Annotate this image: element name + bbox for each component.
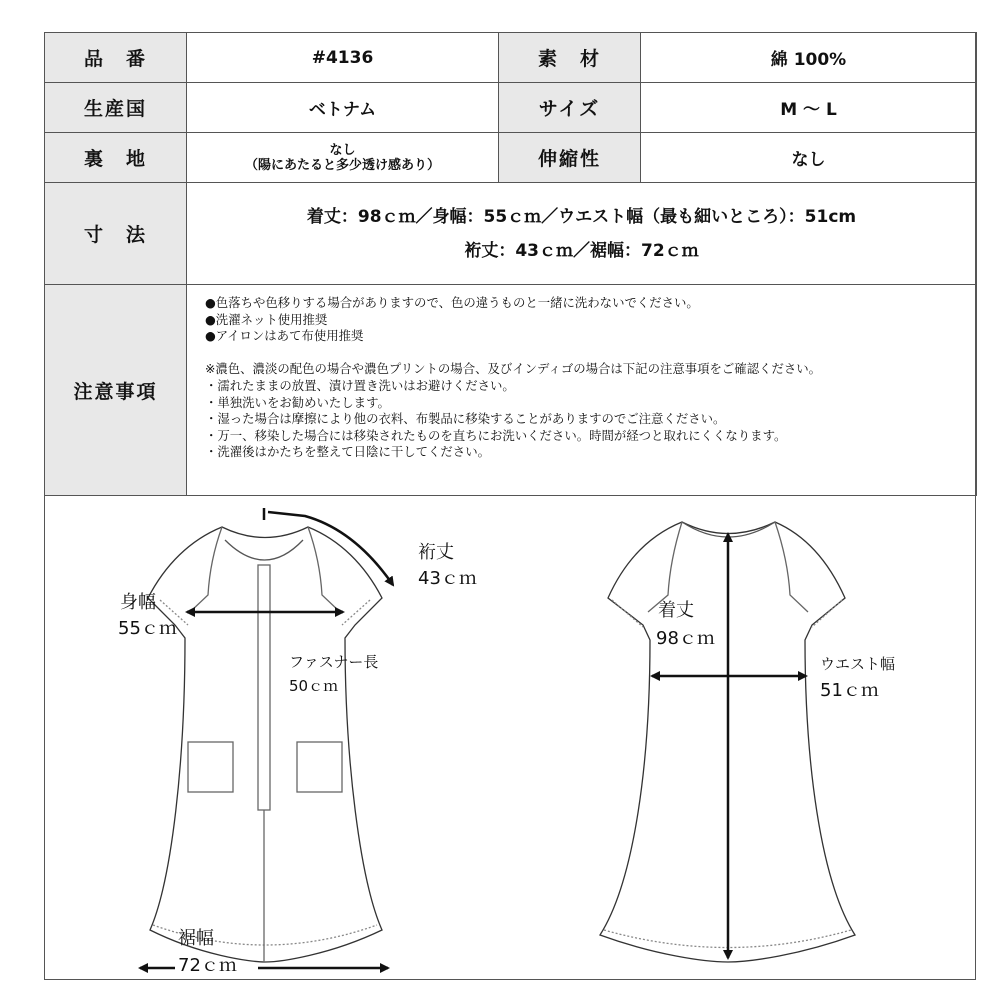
note-top-3: ●アイロンはあて布使用推奨: [205, 328, 364, 344]
notes-label: 注意事項: [45, 285, 187, 496]
waist-width-value: 51ｃｍ: [820, 680, 879, 701]
lining-value-line1: なし: [329, 142, 356, 158]
zipper-length-value: 50ｃｍ: [289, 677, 339, 695]
chest-width-label: 身幅: [120, 592, 156, 613]
hem-width-label: 裾幅: [178, 928, 214, 949]
note-top-1: ●色落ちや色移りする場合がありますので、色の違うものと一緒に洗わないでください。: [205, 295, 699, 310]
size-value: M ～ L: [641, 83, 977, 133]
hem-width-value: 72ｃｍ: [178, 955, 237, 976]
length-label: 着丈: [658, 600, 694, 621]
note-bottom-6: ・洗濯後はかたちを整えて日陰に干してください。: [205, 444, 490, 460]
lining-label: 裏 地: [45, 133, 187, 183]
spec-table: [44, 32, 977, 496]
dimensions-label: 寸 法: [45, 183, 187, 285]
note-bottom-5: ・万一、移染した場合には移染されたものを直ちにお洗いください。時間が経つと取れにくくなります。: [205, 427, 787, 443]
lining-value: [187, 133, 499, 183]
notes-content: [187, 285, 977, 496]
waist-width-label: ウエスト幅: [820, 655, 896, 673]
material-label: 素 材: [499, 33, 641, 83]
sleeve-length-label: 裄丈: [418, 542, 454, 563]
note-bottom-2: ・濡れたままの放置、漬け置き洗いはお避けください。: [205, 377, 515, 393]
origin-label: 生産国: [45, 83, 187, 133]
dimensions-line2: 裄丈：43ｃｍ／裾幅：72ｃｍ: [464, 240, 699, 261]
size-label: サイズ: [499, 83, 641, 133]
row-lining-stretch: [45, 133, 977, 183]
dimensions-value: [187, 183, 977, 285]
row-product-material: [45, 33, 977, 83]
stretch-label: 伸縮性: [499, 133, 641, 183]
row-origin-size: [45, 83, 977, 133]
zipper-length-label: ファスナー長: [289, 653, 379, 671]
note-bottom-4: ・湿った場合は摩擦により他の衣料、布製品に移染することがありますのでご注意ください。: [205, 411, 726, 427]
note-top-2: ●洗濯ネット使用推奨: [205, 311, 328, 327]
length-value: 98ｃｍ: [656, 628, 715, 649]
chest-width-value: 55ｃｍ: [118, 618, 177, 639]
front-dress-outline: [148, 527, 382, 962]
garment-diagram: [45, 494, 975, 978]
note-bottom-1: ※濃色、濃淡の配色の場合や濃色プリントの場合、及びインディゴの場合は下記の注意事項をご確認ください。: [205, 361, 822, 377]
note-bottom-3: ・単独洗いをお勧めいたします。: [205, 394, 390, 410]
origin-value: ベトナム: [187, 83, 499, 133]
lining-value-line2: （陽にあたると多少透け感あり）: [244, 157, 440, 173]
stretch-value: なし: [641, 133, 977, 183]
product-no-value: #4136: [187, 33, 499, 83]
material-value: 綿 100%: [641, 33, 977, 83]
sleeve-length-value: 43ｃｍ: [418, 568, 477, 589]
row-dimensions: [45, 183, 977, 285]
sleeve-length-arrow: [264, 508, 393, 585]
row-notes: [45, 285, 977, 496]
product-no-label: 品 番: [45, 33, 187, 83]
dimensions-line1: 着丈：98ｃｍ／身幅：55ｃｍ／ウエスト幅（最も細いところ）：51cm: [306, 206, 857, 227]
